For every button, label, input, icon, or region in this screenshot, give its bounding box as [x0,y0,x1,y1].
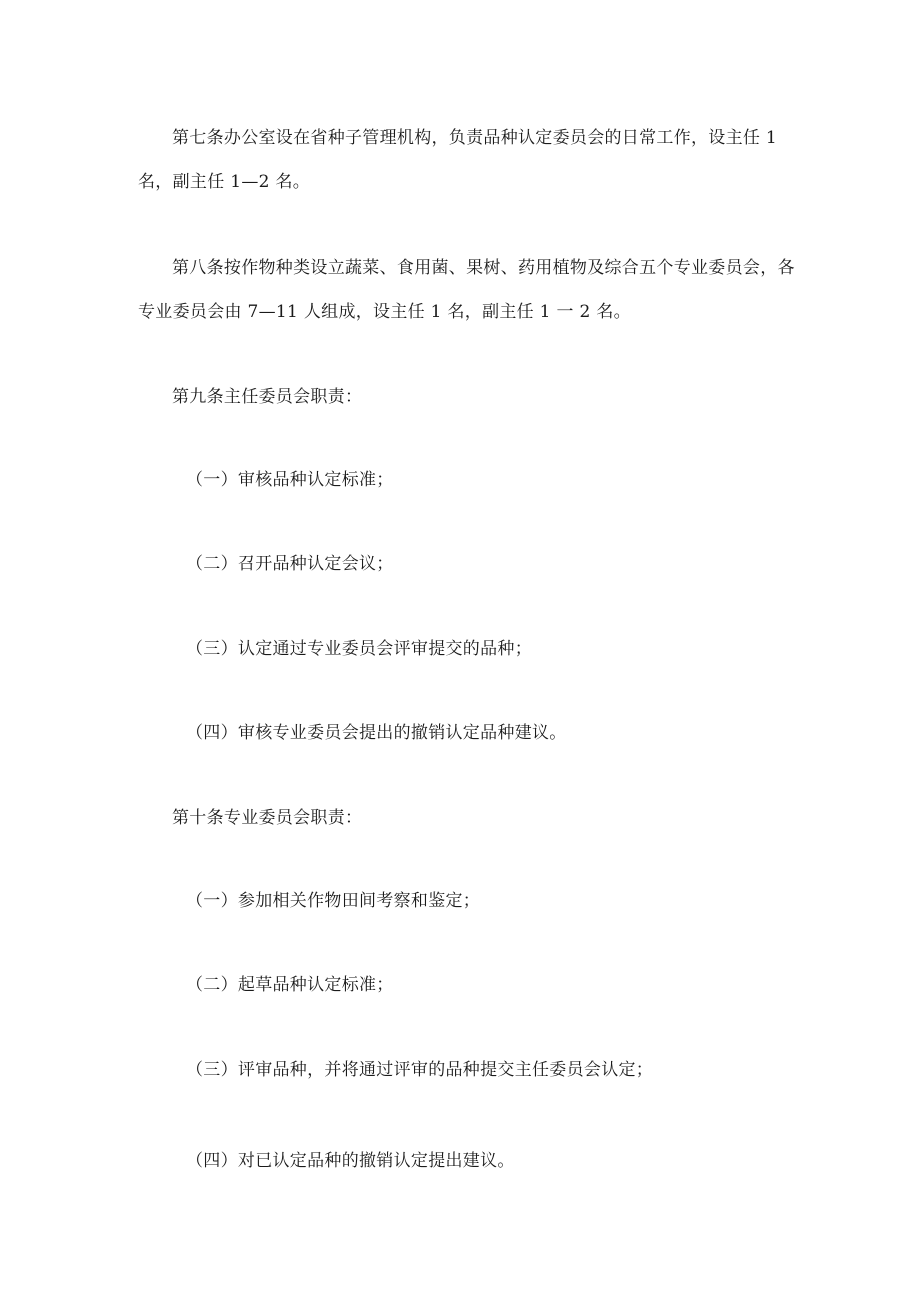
article8-line1: 第八条按作物种类设立蔬菜、食用菌、果树、药用植物及综合五个专业委员会，各 [172,258,795,278]
article10-item-1: （一）参加相关作物田间考察和鉴定； [186,891,481,911]
article10-item-2: （二）起草品种认定标准； [186,975,394,995]
article7-line2: 名，副主任 1—2 名。 [138,172,311,192]
article9-item-2: （二）召开品种认定会议； [186,554,394,574]
article10-heading: 第十条专业委员会职责： [172,808,363,828]
article9-item-4: （四）审核专业委员会提出的撤销认定品种建议。 [186,723,567,743]
article9-item-3: （三）认定通过专业委员会评审提交的品种； [186,639,532,659]
article8-line2: 专业委员会由 7—11 人组成，设主任 1 名，副主任 1 一 2 名。 [138,302,631,322]
article10-item-3: （三）评审品种，并将通过评审的品种提交主任委员会认定； [186,1060,654,1080]
article10-item-4: （四）对已认定品种的撤销认定提出建议。 [186,1151,515,1171]
article9-item-1: （一）审核品种认定标准； [186,470,394,490]
article7-line1: 第七条办公室设在省种子管理机构，负责品种认定委员会的日常工作，设主任 1 [172,128,778,148]
article9-heading: 第九条主任委员会职责： [172,387,363,407]
